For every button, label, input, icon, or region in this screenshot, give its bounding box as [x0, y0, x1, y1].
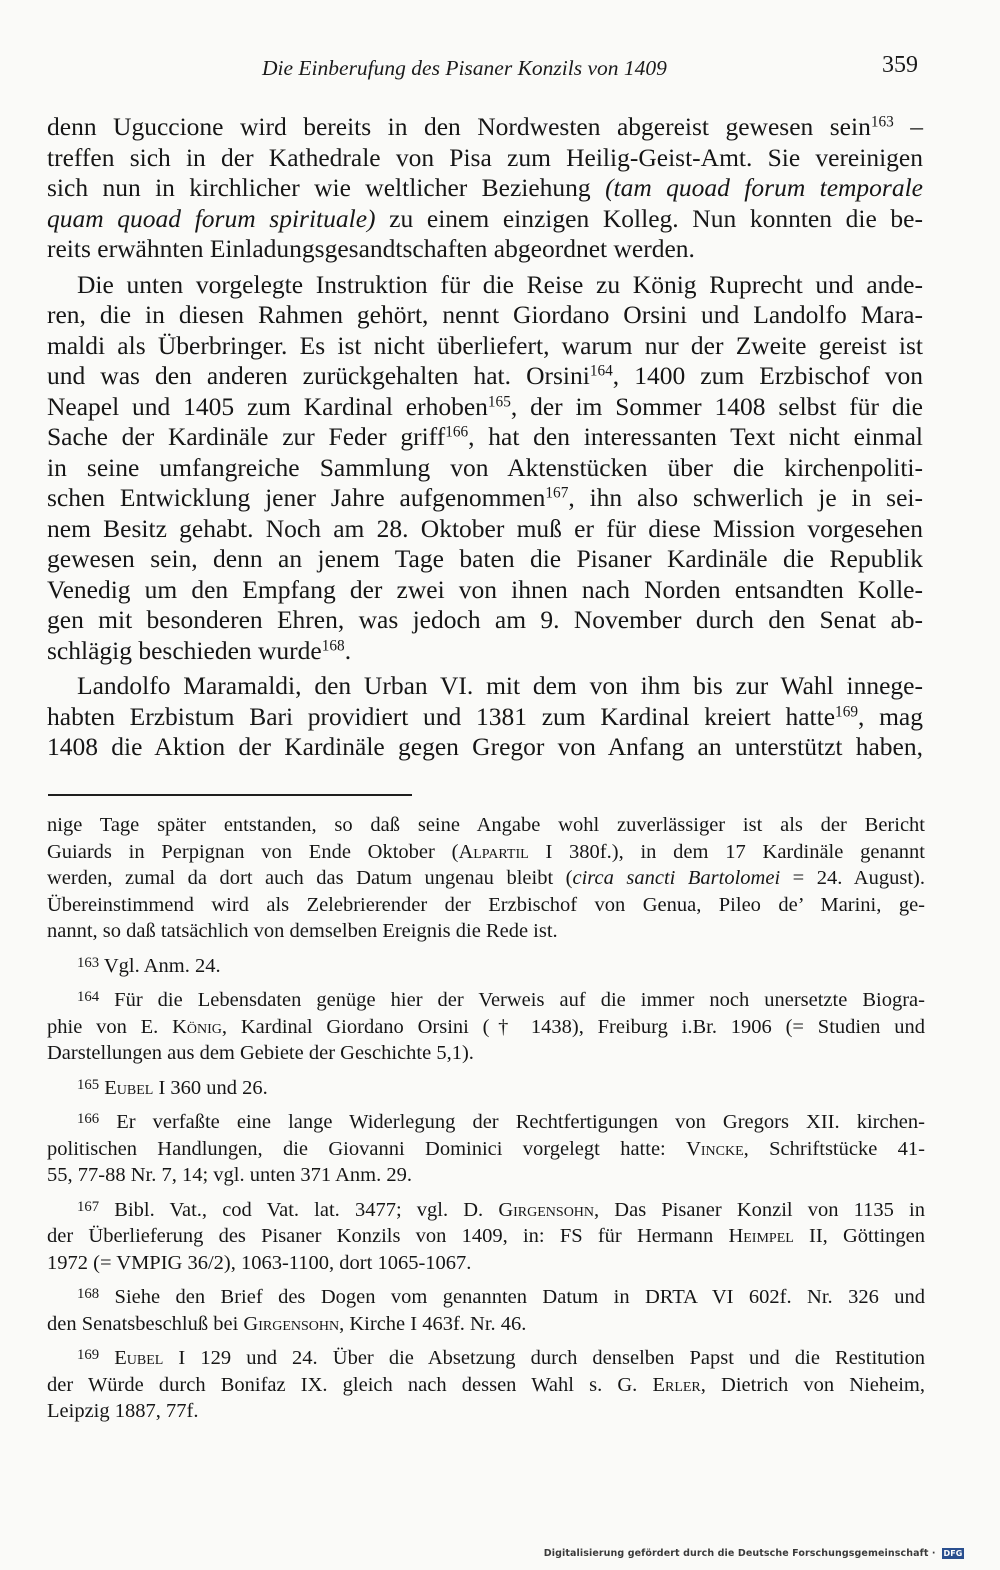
- body-line: sich nun in kirchlicher wie weltlicher Beziehung (tam quoad forum temporale: [47, 173, 924, 202]
- body-line: Sache der Kardinäle zur Feder griff$^{166}$, hat den interessanten Text nicht einmal: [47, 422, 923, 451]
- body-line: gewesen sein, denn an jenem Tage baten die Pisaner Kardinäle die Republik: [47, 544, 923, 573]
- footnotes: [47, 812, 925, 1425]
- body-line: schen Entwicklung jener Jahre aufgenommen$^{167}$, ihn also schwerlich je in sei-: [47, 483, 923, 512]
- footnote-168: $^{168}$ Siehe den Brief des Dogen vom genannten Datum in DRTA VI 602f. Nr. 326 und: [77, 1285, 925, 1308]
- footnote-line: den Senatsbeschluß bei Girgensohn, Kirche I 463f. Nr. 46.: [47, 1312, 527, 1335]
- body-line: treffen sich in der Kathedrale von Pisa zum Heilig-Geist-Amt. Sie vereinigen: [47, 142, 923, 172]
- footnote-number: 165: [77, 1076, 100, 1093]
- footnote-number: 166: [77, 1110, 100, 1127]
- credit-text: Digitalisierung gefördert durch die Deutsche Forschungsgemeinschaft ·: [543, 1548, 936, 1559]
- footnote-line: politischen Handlungen, die Giovanni Dominici vorgelegt hatte: Vincke, Schriftstücke 41-: [47, 1137, 925, 1160]
- footnote-ref: 169: [835, 703, 858, 721]
- running-title: Die Einberufung des Pisaner Konzils von 1409: [262, 56, 667, 80]
- footnote-167: $^{167}$ Bibl. Vat., cod Vat. lat. 3477; vgl. D. Girgensohn, Das Pisaner Konzil von 1135 in: [77, 1198, 925, 1221]
- body-line: gen mit besonderen Ehren, was jedoch am 9. November durch den Senat ab-: [47, 605, 923, 634]
- footnote-line: der Würde durch Bonifaz IX. gleich nach dessen Wahl s. G. Erler, Dietrich von Nieheim,: [47, 1373, 925, 1396]
- footnote-line: der Überlieferung des Pisaner Konzils von 1409, in: FS für Hermann Heimpel II, Göttingen: [47, 1225, 925, 1247]
- page-number: 359: [882, 52, 918, 78]
- footnote-line: nige Tage später entstanden, so daß seine Angabe wohl zuverlässiger ist als der Bericht: [47, 814, 925, 836]
- author-name: Girgensohn: [498, 1198, 595, 1221]
- footnote-separator: [48, 794, 412, 796]
- footnote-line: 55, 77-88 Nr. 7, 14; vgl. unten 371 Anm. 29.: [47, 1164, 413, 1186]
- footnote-line: phie von E. König, Kardinal Giordano Orsini († 1438), Freiburg i.Br. 1906 (= Studien und: [47, 1015, 925, 1038]
- footnote-line: Guiards in Perpignan von Ende Oktober (Alpartil I 380f.), in dem 17 Kardinäle genannt: [47, 840, 925, 863]
- footnote-165: $^{165}$ Eubel I 360 und 26.: [77, 1076, 268, 1099]
- author-name: Eubel: [114, 1347, 164, 1369]
- footnote-line: 1972 (= VMPIG 36/2), 1063-1100, dort 1065-1067.: [47, 1251, 472, 1274]
- footnote-line: Übereinstimmend wird als Zelebrierender der Erzbischof von Genua, Pileo de’ Marini, ge-: [47, 893, 925, 916]
- dfg-logo-icon: DFG: [943, 1549, 963, 1558]
- author-name: Heimpel: [728, 1225, 794, 1247]
- footnote-line: Darstellungen aus dem Gebiete der Geschichte 5,1).: [47, 1042, 474, 1064]
- footnote-169: $^{169}$ Eubel I 129 und 24. Über die Absetzung durch denselben Papst und die Restitution: [77, 1346, 925, 1369]
- main-text: [47, 112, 923, 763]
- digitization-credit: [544, 1548, 964, 1562]
- footnote-ref: 163: [870, 113, 894, 131]
- latin-quote: circa sancti Bartolomei: [572, 867, 781, 889]
- footnote-ref: 166: [445, 423, 469, 441]
- author-name: Erler: [652, 1373, 701, 1396]
- body-line: habten Erzbistum Bari providiert und 1381 zum Kardinal kreiert hatte$^{169}$, mag: [47, 701, 923, 731]
- body-line: ren, die in diesen Rahmen gehört, nennt Giordano Orsini und Landolfo Mara-: [47, 300, 923, 329]
- body-line: Landolfo Maramaldi, den Urban VI. mit dem von ihm bis zur Wahl innege-: [77, 671, 923, 700]
- footnote-number: 169: [77, 1346, 100, 1363]
- author-name: Vincke: [686, 1137, 744, 1160]
- footnote-ref: 168: [321, 637, 345, 655]
- body-line: denn Uguccione wird bereits in den Nordwesten abgereist gewesen sein$^{163}$ –: [47, 112, 924, 141]
- latin-quote: (tam quoad forum temporale: [605, 173, 924, 202]
- footnote-line: Leipzig 1887, 77f.: [47, 1400, 199, 1422]
- body-line: und was den anderen zurückgehalten hat. Orsini$^{164}$, 1400 zum Erzbischof von: [47, 361, 924, 390]
- footnote-number: 164: [77, 988, 100, 1005]
- author-name: Eubel: [104, 1076, 154, 1099]
- body-line: maldi als Überbringer. Es ist nicht überliefert, warum nur der Zweite gereist ist: [47, 330, 923, 360]
- footnote-163: $^{163}$ Vgl. Anm. 24.: [77, 954, 221, 977]
- footnote-line: nannt, so daß tatsächlich von demselben Ereignis die Rede ist.: [47, 920, 558, 942]
- footnote-ref: 164: [589, 362, 613, 380]
- running-head: [262, 52, 922, 92]
- body-line: 1408 die Aktion der Kardinäle gegen Gregor von Anfang an unterstützt haben,: [47, 732, 923, 761]
- latin-quote: quam quoad forum spirituale): [47, 203, 376, 233]
- footnote-166: $^{166}$ Er verfaßte eine lange Widerlegung der Rechtfertigungen von Gregors XII. kirchen-: [77, 1110, 925, 1133]
- body-line: Die unten vorgelegte Instruktion für die Reise zu König Ruprecht und ande-: [77, 269, 923, 299]
- author-name: Girgensohn: [243, 1312, 340, 1335]
- body-line: reits erwähnten Einladungsgesandtschaften abgeordnet werden.: [47, 234, 695, 263]
- body-line: Neapel und 1405 zum Kardinal erhoben$^{165}$, der im Sommer 1408 selbst für die: [47, 391, 923, 421]
- footnote-line: werden, zumal da dort auch das Datum ungenau bleibt (circa sancti Bartolomei = 24. August).: [47, 867, 925, 889]
- footnote-number: 168: [77, 1285, 100, 1302]
- body-line: Venedig um den Empfang der zwei von ihnen nach Norden entsandten Kolle-: [47, 574, 923, 604]
- body-line: schlägig beschieden wurde$^{168}$.: [47, 635, 352, 665]
- body-line: nem Besitz gehabt. Noch am 28. Oktober muß er für diese Mission vorgesehen: [47, 513, 923, 543]
- footnote-ref: 167: [545, 484, 569, 502]
- body-line: quam quoad forum spirituale) zu einem einzigen Kolleg. Nun konnten die be-: [47, 203, 923, 233]
- footnote-number: 163: [77, 954, 100, 971]
- author-name: König: [172, 1015, 222, 1038]
- body-line: in seine umfangreiche Sammlung von Aktenstücken über die kirchenpoliti-: [47, 452, 923, 482]
- author-name: Alpartil: [458, 840, 529, 863]
- footnote-164: $^{164}$ Für die Lebensdaten genüge hier der Verweis auf die immer noch unersetzte Biogra-: [77, 988, 925, 1011]
- footnote-number: 167: [77, 1198, 100, 1215]
- footnote-ref: 165: [487, 393, 511, 411]
